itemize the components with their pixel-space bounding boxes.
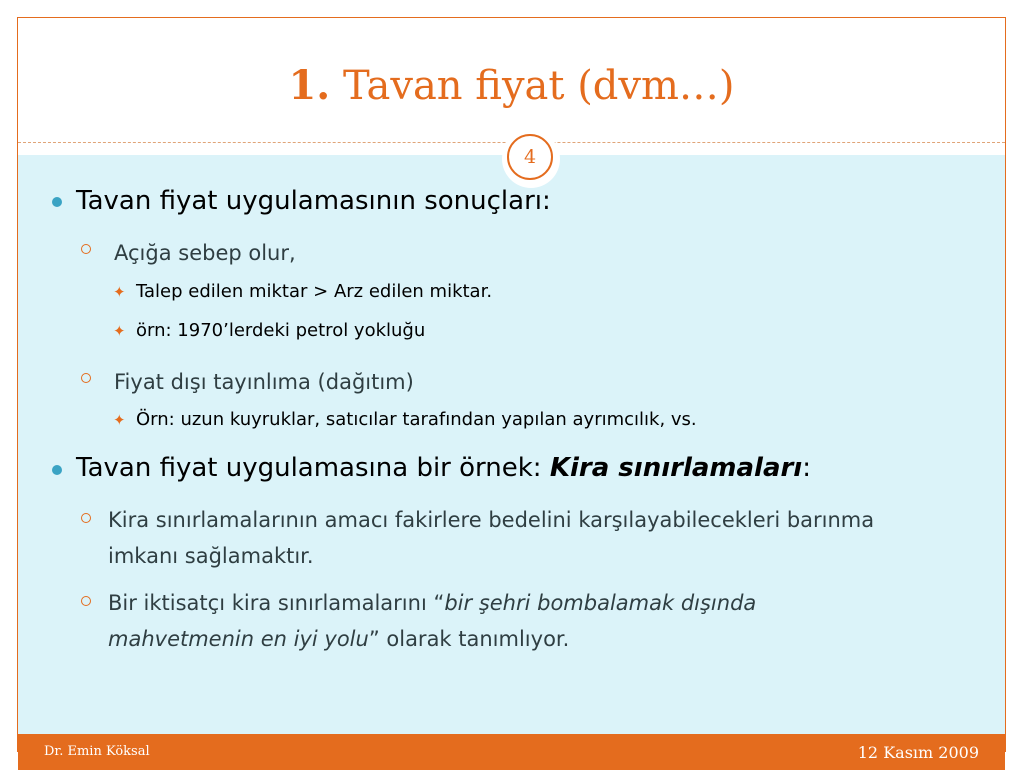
bullet-level2-item: Kira sınırlamalarının amacı fakirlere bedelini karşılayabilecekleri barınma imkanı sağlamaktır.	[108, 508, 875, 568]
four-point-star-bullet-icon: ✦	[113, 411, 126, 429]
bullet-level2-item: Fiyat dışı tayınlıma (dağıtım)	[114, 370, 414, 394]
footer-author: Dr. Emin Köksal	[44, 744, 150, 759]
bullet-level3-item: örn: 1970’lerdeki petrol yokluğu	[136, 320, 426, 341]
bullet-level3-item: Örn: uzun kuyruklar, satıcılar tarafından yapılan ayrımcılık, vs.	[136, 409, 697, 430]
quote-intro: Bir iktisatçı kira sınırlamalarını “	[108, 591, 445, 615]
bullet-text: Tavan fiyat uygulamasına bir örnek:	[76, 453, 550, 483]
footer-date: 12 Kasım 2009	[857, 743, 979, 762]
footer-bar	[18, 734, 1005, 770]
bullet-list	[18, 18, 1005, 751]
quote-outro: ” olarak tanımlıyor.	[368, 627, 570, 651]
bullet-level3-item: Talep edilen miktar > Arz edilen miktar.	[136, 281, 493, 302]
title-text: Tavan fiyat (dvm…)	[342, 63, 735, 109]
bullet-level2-item	[108, 585, 908, 657]
emphasis-text: Kira sınırlamaları	[549, 453, 803, 483]
title-number: 1.	[288, 62, 331, 109]
four-point-star-bullet-icon: ✦	[113, 322, 126, 340]
hollow-circle-bullet-icon	[81, 244, 91, 254]
slide-frame	[17, 17, 1006, 762]
bullet-level1-item	[76, 453, 811, 484]
bullet-text-suffix: :	[802, 453, 811, 483]
four-point-star-bullet-icon: ✦	[113, 283, 126, 301]
hollow-circle-bullet-icon	[81, 596, 91, 606]
hollow-circle-bullet-icon	[81, 513, 91, 523]
hollow-circle-bullet-icon	[81, 373, 91, 383]
filled-circle-bullet-icon	[52, 197, 62, 207]
page-number-badge: 4	[507, 134, 553, 180]
quote-text: bir şehri bombalamak dışında mahvetmenin en iyi yolu	[108, 591, 757, 651]
bullet-level1-item: Tavan fiyat uygulamasının sonuçları:	[76, 186, 551, 216]
bullet-level2-item: Açığa sebep olur,	[114, 241, 296, 265]
filled-circle-bullet-icon	[52, 465, 62, 475]
